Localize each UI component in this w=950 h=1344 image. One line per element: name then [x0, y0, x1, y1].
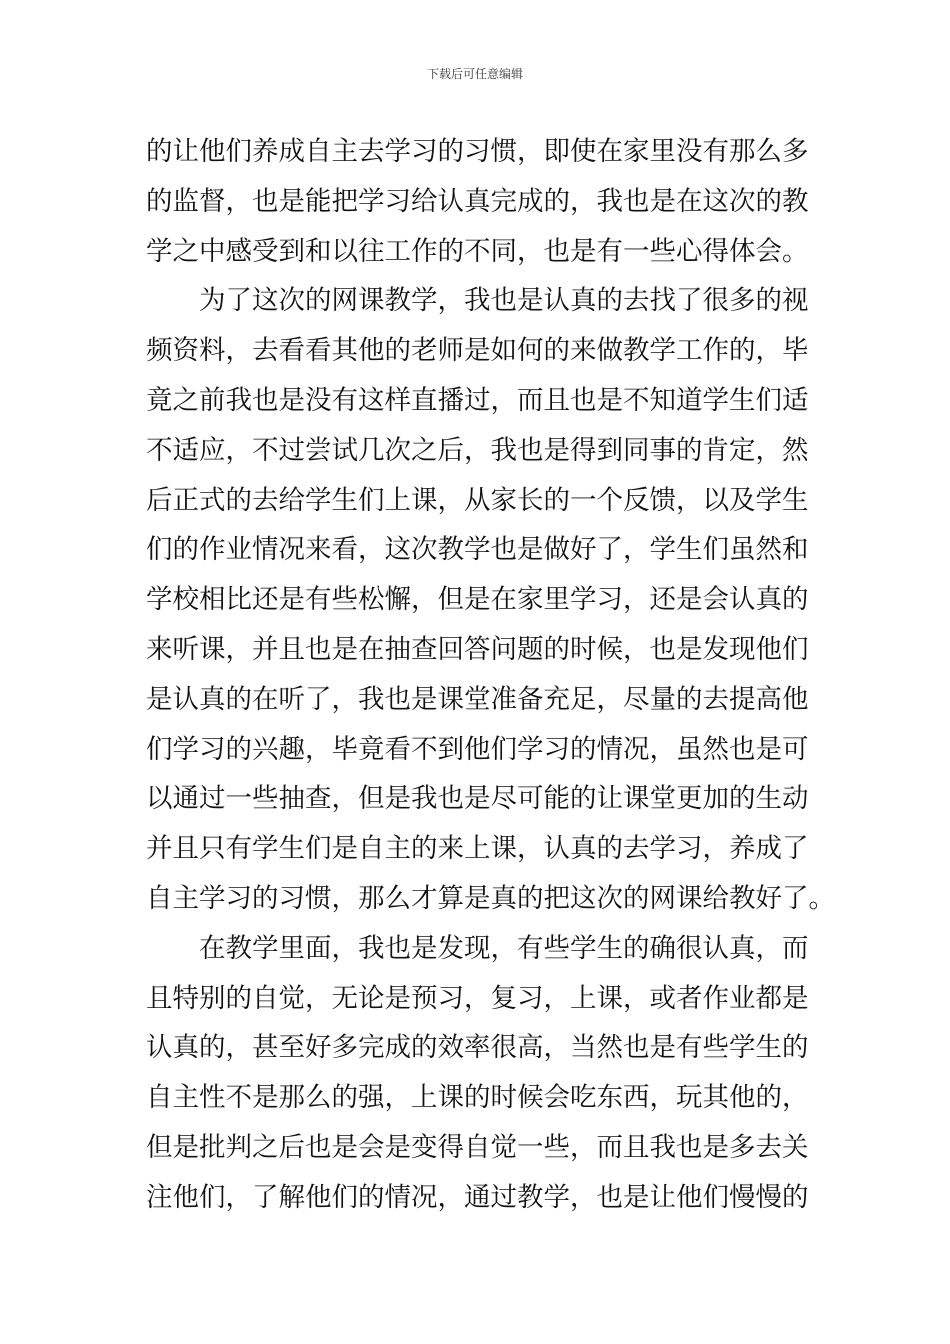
text-line: 们学习的兴趣，毕竟看不到他们学习的情况，虽然也是可 — [146, 733, 809, 765]
text-line: 是认真的在听了，我也是课堂准备充足，尽量的去提高他 — [146, 683, 809, 715]
text-line: 自主学习的习惯，那么才算是真的把这次的网课给教好了。 — [146, 882, 835, 914]
text-line: 不适应，不过尝试几次之后，我也是得到同事的肯定，然 — [146, 434, 809, 466]
text-line: 来听课，并且也是在抽查回答问题的时候，也是发现他们 — [146, 633, 809, 665]
text-line: 学校相比还是有些松懈，但是在家里学习，还是会认真的 — [146, 584, 809, 616]
text-line: 后正式的去给学生们上课，从家长的一个反馈，以及学生 — [146, 484, 809, 516]
text-line: 并且只有学生们是自主的来上课，认真的去学习，养成了 — [146, 833, 809, 865]
page-header: 下载后可任意编辑 — [426, 67, 523, 81]
text-line: 学之中感受到和以往工作的不同，也是有一些心得体会。 — [146, 235, 809, 267]
text-line: 的监督，也是能把学习给认真完成的，我也是在这次的教 — [146, 185, 809, 217]
text-line: 认真的，甚至好多完成的效率很高，当然也是有些学生的 — [146, 1032, 809, 1064]
text-line: 自主性不是那么的强，上课的时候会吃东西，玩其他的， — [146, 1082, 809, 1114]
paragraph-start-line: 在教学里面，我也是发现，有些学生的确很认真，而 — [199, 932, 809, 964]
text-line: 注他们，了解他们的情况，通过教学，也是让他们慢慢的 — [146, 1181, 809, 1213]
text-line: 频资料，去看看其他的老师是如何的来做教学工作的，毕 — [146, 335, 809, 367]
text-line: 但是批判之后也是会是变得自觉一些，而且我也是多去关 — [146, 1131, 809, 1163]
paragraph-start-line: 为了这次的网课教学，我也是认真的去找了很多的视 — [199, 285, 809, 317]
text-line: 且特别的自觉，无论是预习，复习，上课，或者作业都是 — [146, 982, 809, 1014]
text-line: 竟之前我也是没有这样直播过，而且也是不知道学生们适 — [146, 384, 809, 416]
text-line: 的让他们养成自主去学习的习惯，即使在家里没有那么多 — [146, 136, 809, 167]
text-line: 以通过一些抽查，但是我也是尽可能的让课堂更加的生动 — [146, 783, 809, 815]
text-line: 们的作业情况来看，这次教学也是做好了，学生们虽然和 — [146, 534, 809, 566]
body-text — [146, 127, 835, 1223]
